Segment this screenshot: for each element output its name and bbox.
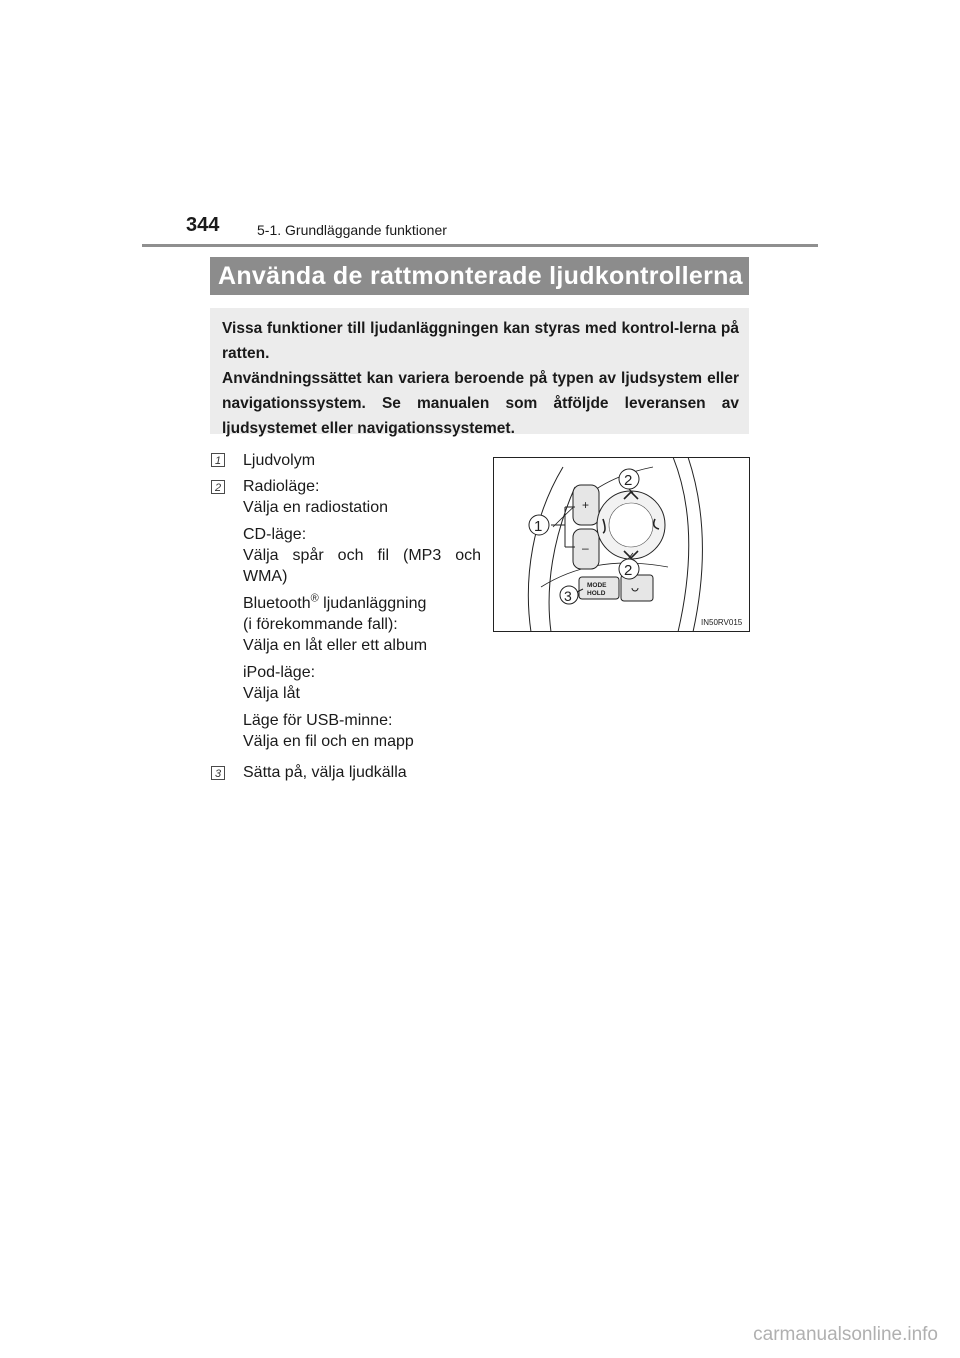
minus-glyph: – [582, 541, 589, 555]
bt-name: Bluetooth [243, 595, 311, 612]
mode-text: MODE [587, 582, 607, 589]
cd-label: CD-läge: [243, 526, 307, 543]
bt-desc: Välja en låt eller ett album [243, 637, 428, 654]
svg-text:3: 3 [564, 588, 572, 604]
header-rule [142, 244, 818, 247]
steering-controls-figure [493, 457, 750, 632]
usb-desc: Välja en fil och en mapp [243, 733, 414, 750]
svg-text:2: 2 [624, 562, 633, 579]
bt-suffix: ljudanläggning [318, 595, 427, 612]
ipod-label: iPod-läge: [243, 664, 316, 681]
item-1-label: Ljudvolym [243, 452, 316, 469]
cd-desc-2: WMA) [243, 568, 288, 585]
item-3-label: Sätta på, välja ljudkälla [243, 764, 407, 781]
cd-desc-1: Välja spår och fil (MP3 och [243, 547, 481, 564]
figure-code: IN50RV015 [701, 618, 743, 627]
radio-label: Radioläge: [243, 478, 320, 495]
usb-label: Läge för USB-minne: [243, 712, 393, 729]
svg-text:2: 2 [624, 472, 633, 489]
chapter-title: 5-1. Grundläggande funktioner [257, 222, 447, 238]
section-title: Använda de rattmonterade ljudkontrollerna [210, 257, 749, 295]
bt-label [243, 593, 481, 614]
radio-desc: Välja en radiostation [243, 499, 388, 516]
intro-box [210, 308, 749, 437]
svg-text:1: 1 [534, 518, 543, 535]
page-number: 344 [186, 214, 220, 236]
bt-cond: (i förekommande fall): [243, 616, 398, 633]
intro-line-2: Användningssättet kan variera beroende på typen av ljudsystem eller navigationssystem. Se manualen som åtföljde leveransen av ljudsystemet eller navigationssystemet. [222, 370, 739, 437]
item-2-block [243, 476, 481, 752]
watermark: carmanualsonline.info [753, 1324, 938, 1345]
hold-text: HOLD [587, 590, 606, 597]
item-number-1: 1 [211, 453, 225, 467]
item-number-2: 2 [211, 480, 225, 494]
bt-registered: ® [310, 592, 319, 605]
plus-glyph: + [582, 498, 590, 512]
item-number-3: 3 [211, 766, 225, 780]
intro-line-1: Vissa funktioner till ljudanläggningen kan styras med kontrol-lerna på ratten. [222, 320, 739, 362]
ipod-desc: Välja låt [243, 685, 300, 702]
